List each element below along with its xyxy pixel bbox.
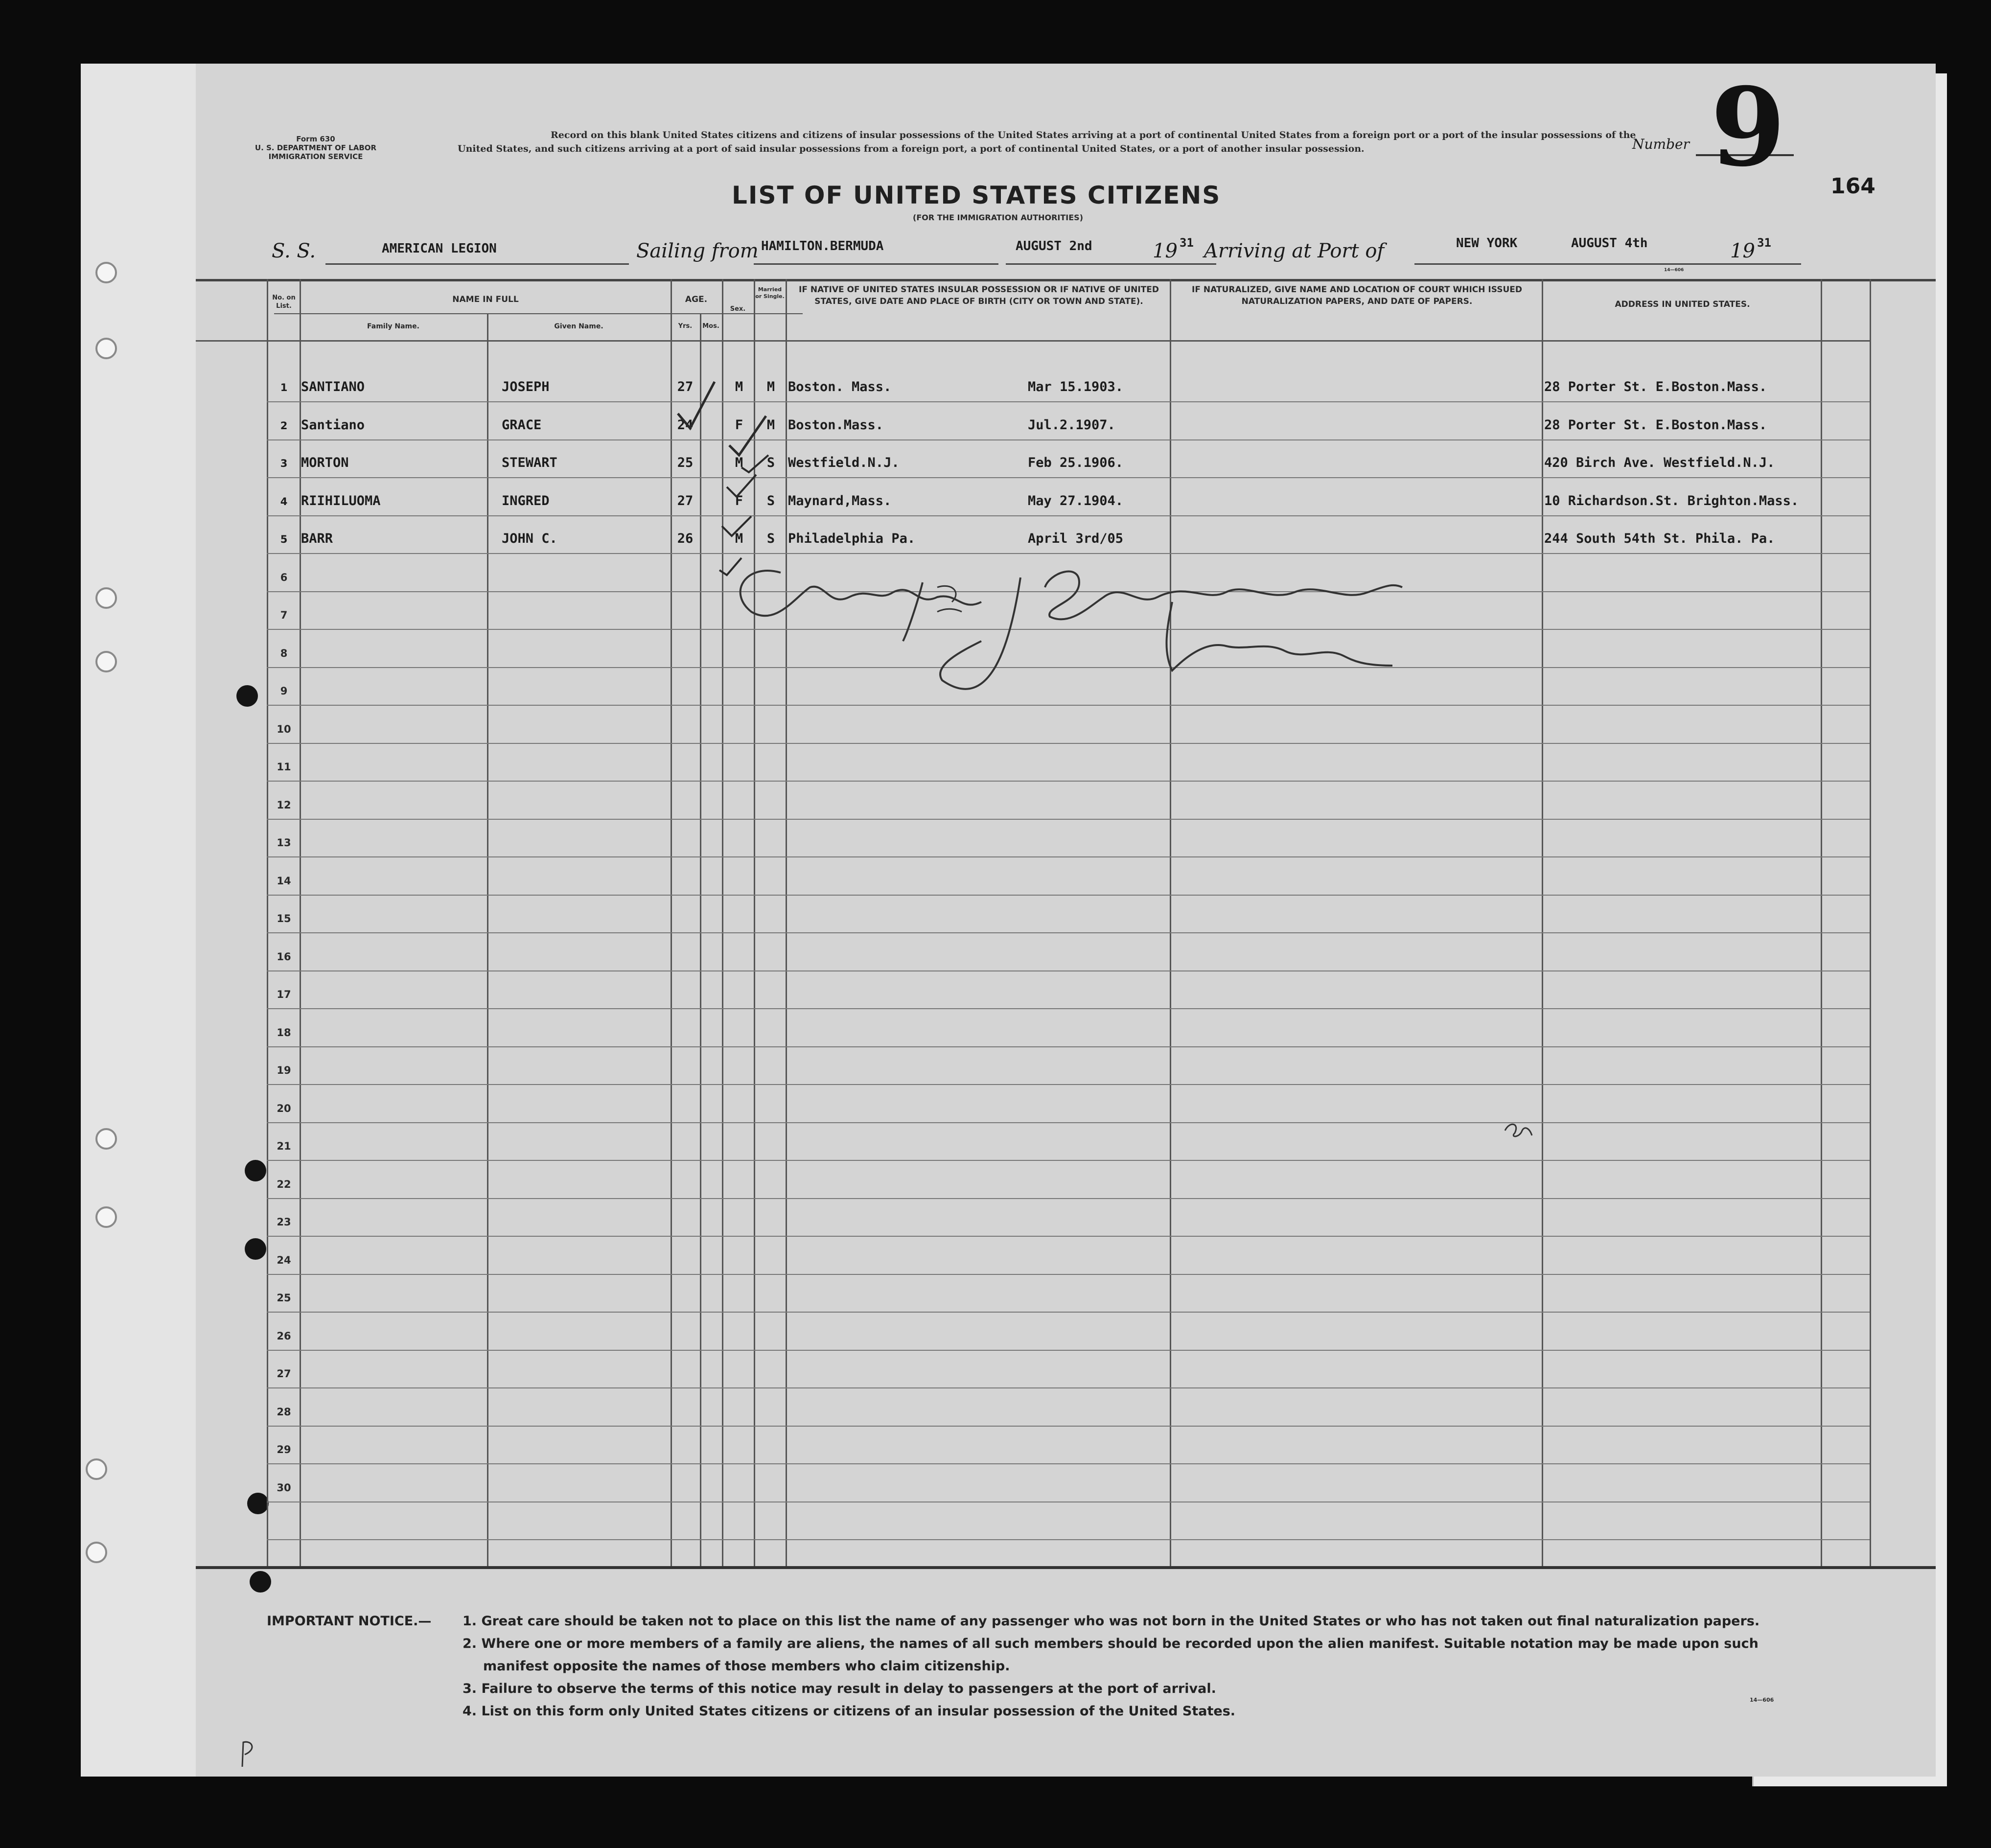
col-header-age: AGE. [685, 295, 708, 304]
row-number: 9 [280, 685, 288, 697]
col-header-address: ADDRESS IN UNITED STATES. [1615, 300, 1750, 309]
row-rule [267, 515, 1870, 516]
row-number: 27 [277, 1368, 291, 1380]
row-number: 22 [277, 1178, 291, 1190]
passenger-address: 28 Porter St. E.Boston.Mass. [1544, 379, 1767, 394]
row-rule [267, 1084, 1870, 1085]
row-number: 16 [277, 950, 291, 963]
arrival-year-suffix: 31 [1757, 236, 1771, 250]
sailing-label: Sailing from [636, 240, 759, 262]
page-number: 164 [1830, 174, 1875, 199]
notice-item: 4. List on this form only United States citizens or citizens of an insular possession of the United States. [463, 1704, 1236, 1719]
col-header-family: Family Name. [367, 323, 419, 330]
row-rule [267, 1463, 1870, 1464]
row-rule [267, 401, 1870, 402]
passenger-family: SANTIANO [301, 379, 365, 394]
ship-name: AMERICAN LEGION [382, 241, 497, 256]
col-header-no: No. on List. [272, 294, 296, 310]
passenger-family: Santiano [301, 417, 365, 433]
punch-hole [95, 1206, 117, 1228]
form-title: LIST OF UNITED STATES CITIZENS [732, 181, 1221, 209]
passenger-family: RIIHILUOMA [301, 493, 381, 508]
row-rule [267, 1539, 1870, 1540]
punch-hole [95, 338, 117, 359]
row-number: 14 [277, 875, 291, 887]
row-rule [267, 1008, 1870, 1009]
passenger-sex: F [735, 493, 743, 508]
row-rule [267, 1350, 1870, 1351]
row-rule [267, 970, 1870, 971]
punch-hole [95, 262, 117, 283]
col-header-birth: IF NATIVE OF UNITED STATES INSULAR POSSESSION OR IF NATIVE OF UNITED STATES, GIVE DATE AND PLACE OF BIRTH (CITY OR TOWN AND STATE). [799, 285, 1159, 306]
row-number: 29 [277, 1444, 291, 1455]
row-number: 30 [277, 1481, 291, 1494]
passenger-date: May 27.1904. [1028, 493, 1124, 508]
punch-hole [86, 1458, 107, 1480]
passenger-given: JOSEPH [502, 379, 550, 394]
notice-item: manifest opposite the names of those members who claim citizenship. [483, 1659, 1010, 1674]
row-number: 13 [277, 837, 291, 849]
row-rule [267, 439, 1870, 440]
col-header-marital: Married or Single. [755, 286, 785, 300]
passenger-marital: S [766, 493, 775, 508]
col-header-naturalized: IF NATURALIZED, GIVE NAME AND LOCATION OF COURT WHICH ISSUED NATURALIZATION PAPERS, AND DATE OF PAPERS. [1192, 285, 1522, 306]
passenger-marital: M [766, 417, 775, 433]
form-subtitle: (FOR THE IMMIGRATION AUTHORITIES) [913, 213, 1084, 222]
row-number: 21 [277, 1140, 291, 1152]
notice-item: 2. Where one or more members of a family are aliens, the names of all such members should be recorded upon the alien manifest. Suitable notation may be made upon such [463, 1636, 1759, 1651]
row-rule [267, 932, 1870, 933]
passenger-given: INGRED [502, 493, 550, 508]
passenger-yrs: 27 [677, 379, 694, 394]
row-number: 17 [277, 989, 291, 1000]
row-rule [267, 1046, 1870, 1047]
margin-p-mark [237, 1740, 257, 1769]
ink-dot [245, 1238, 266, 1260]
passenger-marital: S [766, 455, 775, 470]
department-name: U. S. DEPARTMENT OF LABOR [255, 143, 377, 152]
col-header-yrs: Yrs. [678, 323, 693, 330]
inspector-annotation [707, 553, 1588, 715]
passenger-place: Westfield.N.J. [788, 455, 900, 470]
notice-item: 1. Great care should be taken not to place on this list the name of any passenger who was not born in the United States or who has not taken out final naturalization papers. [463, 1614, 1760, 1629]
ink-dot [247, 1493, 269, 1514]
passenger-marital: M [766, 379, 775, 394]
row-rule [267, 1160, 1870, 1161]
ink-dot [250, 1571, 271, 1593]
row-number: 8 [280, 647, 288, 659]
sailing-year-suffix: 31 [1180, 236, 1194, 250]
passenger-no: 5 [280, 533, 288, 545]
row-number: 11 [277, 761, 291, 773]
notice-item: 3. Failure to observe the terms of this notice may result in delay to passengers at the port of arrival. [463, 1681, 1216, 1696]
passenger-address: 10 Richardson.St. Brighton.Mass. [1544, 493, 1799, 508]
row-rule [267, 1236, 1870, 1237]
row-number: 12 [277, 799, 291, 811]
passenger-yrs: 27 [677, 493, 694, 508]
passenger-yrs: 24 [677, 417, 694, 433]
passenger-address: 420 Birch Ave. Westfield.N.J. [1544, 455, 1775, 470]
arrival-line [1414, 263, 1801, 265]
row-number: 19 [277, 1064, 291, 1076]
form-department-block [240, 135, 392, 161]
sailing-date: AUGUST 2nd [1016, 239, 1092, 254]
passenger-sex: F [735, 417, 743, 433]
row-number: 23 [277, 1216, 291, 1228]
row-rule [267, 1274, 1870, 1275]
passenger-address: 244 South 54th St. Phila. Pa. [1544, 531, 1775, 546]
ss-label: S. S. [272, 240, 316, 262]
punch-hole [95, 1128, 117, 1150]
row-rule [267, 1198, 1870, 1199]
passenger-no: 2 [280, 419, 288, 432]
notice-code: 14—606 [1750, 1697, 1774, 1703]
col-header-given: Given Name. [554, 323, 603, 330]
arrival-port: NEW YORK [1456, 236, 1518, 251]
row-number: 28 [277, 1406, 291, 1418]
ink-dot [245, 1160, 266, 1181]
passenger-sex: M [735, 379, 743, 394]
col-header-sex: Sex. [730, 305, 746, 313]
col-header-mos: Mos. [702, 323, 719, 330]
row-number: 6 [280, 571, 288, 583]
passenger-family: MORTON [301, 455, 349, 470]
sailing-port-line [754, 263, 998, 265]
row-rule [267, 1426, 1870, 1427]
punch-hole [86, 1542, 107, 1563]
arriving-label: Arriving at Port of [1204, 240, 1385, 262]
passenger-place: Maynard,Mass. [788, 493, 892, 508]
sailing-date-line [1006, 263, 1216, 265]
passenger-given: GRACE [502, 417, 542, 433]
row-number: 26 [277, 1330, 291, 1342]
passenger-place: Philadelphia Pa. [788, 531, 916, 546]
row-rule [267, 895, 1870, 896]
list-number: 9 [1711, 64, 1786, 190]
row-rule [267, 1387, 1870, 1388]
passenger-no: 3 [280, 458, 288, 469]
passenger-date: Mar 15.1903. [1028, 379, 1124, 394]
passenger-given: JOHN C. [502, 531, 557, 546]
row-rule [267, 819, 1870, 820]
passenger-sex: M [735, 531, 743, 546]
row-number: 18 [277, 1026, 291, 1039]
sailing-port: HAMILTON.BERMUDA [761, 239, 884, 254]
passenger-date: April 3rd/05 [1028, 531, 1124, 546]
row-number: 25 [277, 1292, 291, 1304]
row-number: 10 [277, 723, 291, 735]
passenger-marital: S [766, 531, 775, 546]
arrival-year-prefix: 19 [1730, 240, 1755, 262]
row-rule [267, 1122, 1870, 1123]
row-rule [267, 1312, 1870, 1313]
row-rule [267, 856, 1870, 857]
row-rule [267, 743, 1870, 744]
row-number: 15 [277, 913, 291, 924]
margin-mark [237, 1740, 257, 1775]
punch-hole [95, 587, 117, 609]
row-number: 20 [277, 1102, 291, 1114]
notice-heading: IMPORTANT NOTICE.— [267, 1614, 432, 1629]
passenger-address: 28 Porter St. E.Boston.Mass. [1544, 417, 1767, 433]
service-name: IMMIGRATION SERVICE [268, 152, 363, 161]
margin-scribble [1500, 1121, 1534, 1145]
passenger-sex: M [735, 455, 743, 470]
arrival-date: AUGUST 4th [1571, 236, 1648, 251]
print-code: 14—606 [1664, 268, 1684, 273]
form-instructions: Record on this blank United States citizens and citizens of insular possessions of the United States arriving at a port of continental United States from a foreign port or a port of the insular possessions of the United States, and such citizens arriving at a port of said insular possessions from a foreign port, a port of continental United States, or a port of another insular possession. [458, 130, 1636, 154]
form-number: Form 630 [296, 135, 335, 143]
left-margin [81, 64, 196, 1777]
row-number: 7 [280, 609, 288, 621]
ink-dot [236, 685, 258, 707]
ship-name-line [325, 263, 629, 265]
punch-hole [95, 651, 117, 672]
row-rule [267, 477, 1870, 478]
passenger-family: BARR [301, 531, 333, 546]
passenger-date: Jul.2.1907. [1028, 417, 1115, 433]
passenger-given: STEWART [502, 455, 557, 470]
col-header-name: NAME IN FULL [452, 295, 519, 304]
number-label: Number [1632, 136, 1690, 152]
passenger-yrs: 25 [677, 455, 694, 470]
passenger-no: 4 [280, 495, 288, 508]
passenger-date: Feb 25.1906. [1028, 455, 1124, 470]
manifest-sheet [81, 64, 1936, 1777]
row-rule [267, 781, 1870, 782]
scribble-mark [1500, 1121, 1534, 1140]
notice-items [463, 1610, 1931, 1723]
passenger-no: 1 [280, 382, 288, 393]
sailing-year-prefix: 19 [1153, 240, 1178, 262]
passenger-place: Boston. Mass. [788, 379, 892, 394]
row-number: 24 [277, 1254, 291, 1266]
passenger-yrs: 26 [677, 531, 694, 546]
passenger-place: Boston.Mass. [788, 417, 884, 433]
